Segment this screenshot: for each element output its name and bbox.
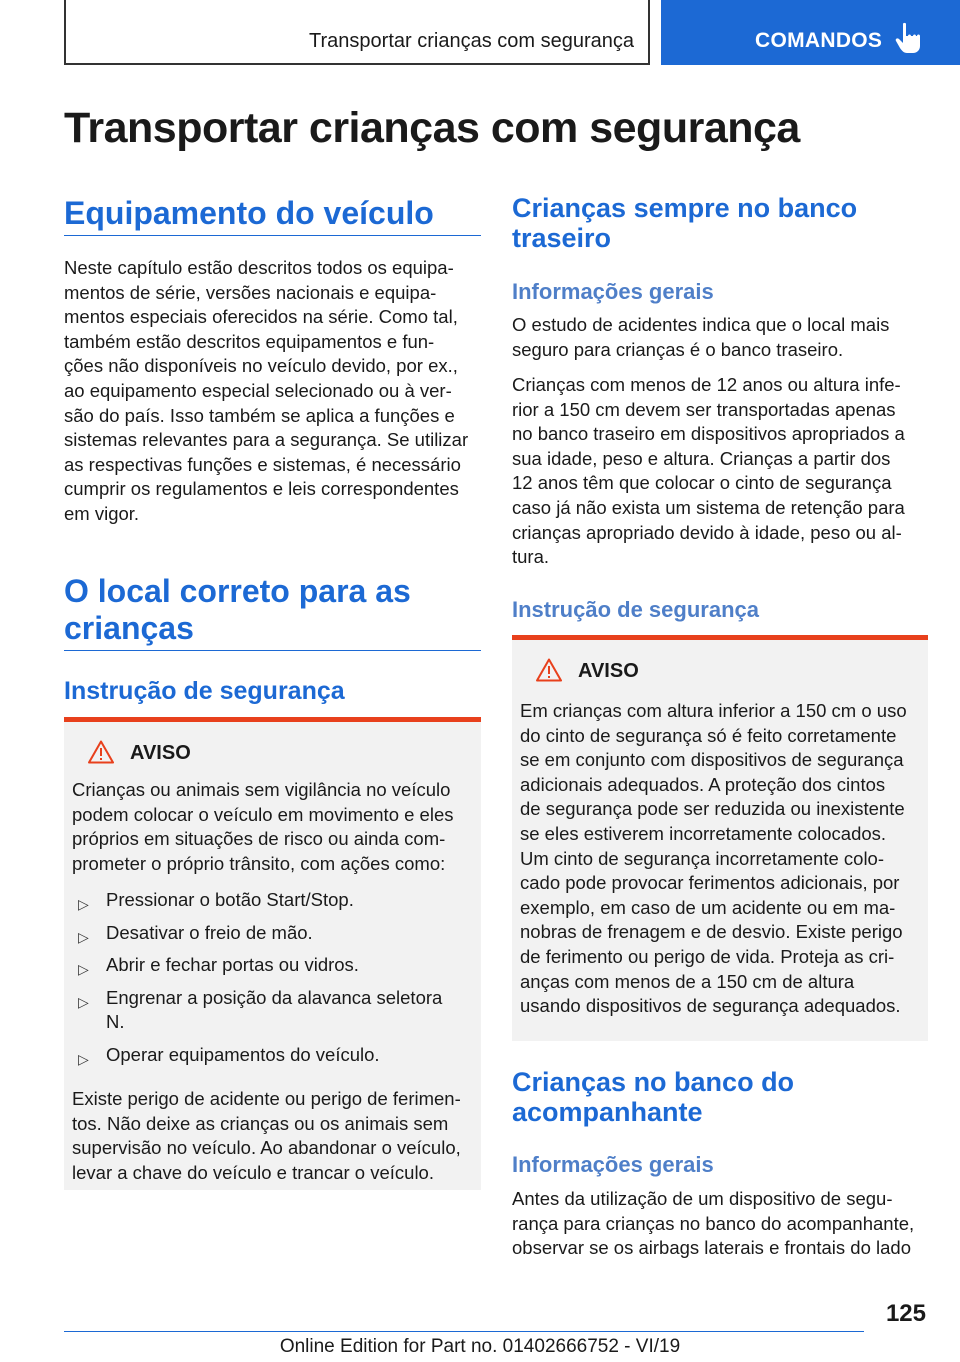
info-paragraph-1: O estudo de acidentes indica que o local mais seguro para crianças é o banco traseiro.	[512, 314, 890, 360]
heading-informacoes-gerais-2: Informações gerais	[512, 1152, 714, 1177]
warning-triangle-icon	[88, 740, 114, 764]
warning-box-right	[512, 635, 928, 1041]
heading-local-correto: O local correto para as crianças	[64, 573, 411, 646]
info-paragraph-3: Antes da utilização de um dispositivo de segu- rança para crianças no banco do acompanhante, observar se os airbags laterais e frontais do lado	[512, 1188, 915, 1259]
warning-text: Em crianças com altura inferior a 150 cm o uso do cinto de segurança só é feito corretamente se em conjunto com dispositivos de segurança adicionais adequados. A proteção dos cintos de segurança pode ser reduzida ou inexistente se eles estiverem incorretamente colocados. Um cinto de segurança incorretamente colo- cado pode provocar ferimentos adicionais, por exemplo, em caso de um acidente ou em ma- nobras de frenagem e de desvio. Existe perigo de ferimento ou perigo de vida. Proteja as cri- anças com menos de a 150 cm de altura usando dispositivos de segurança adequados.	[520, 700, 907, 1017]
warning-box	[64, 717, 481, 1190]
header-chapter-tab[interactable]	[661, 0, 960, 65]
info-paragraph-2: Crianças com menos de 12 anos ou altura infe- rior a 150 cm devem ser transportadas apenas no banco traseiro em dispositivos apropriados a sua idade, peso e altura. Crianças a partir dos 12 anos têm que colocar o cinto de segurança caso já não exista um sistema de retenção para crianças apropriado devido à idade, peso ou al- tura.	[512, 374, 905, 568]
footer-edition-text: Online Edition for Part no. 01402666752 - VI/19	[279, 1336, 681, 1357]
list-item: ▷ Operar equipamentos do veículo.	[72, 1043, 442, 1068]
heading-rule	[64, 235, 481, 236]
list-item: ▷ Pressionar o botão Start/Stop.	[72, 888, 442, 913]
header-section-title: Transportar crianças com segurança	[309, 30, 634, 52]
heading-equipamento: Equipamento do veículo	[64, 195, 434, 231]
triangle-bullet-icon: ▷	[78, 961, 89, 978]
warning-bullet-list	[72, 888, 442, 1076]
list-item: ▷ Engrenar a posição da alavanca seletora N.	[78, 986, 443, 1033]
triangle-bullet-icon: ▷	[78, 896, 89, 912]
warning-outro: Existe perigo de acidente ou perigo de ferimen- tos. Não deixe as crianças ou os animais sem supervisão no veículo. Ao abandonar o veículo, levar a chave do veículo e trancar o veículo.	[72, 1088, 461, 1183]
footer-rule	[64, 1331, 864, 1332]
heading-instrucao-seguranca-right: Instrução de segurança	[512, 597, 759, 622]
triangle-bullet-icon: ▷	[78, 993, 89, 1010]
heading-informacoes-gerais: Informações gerais	[512, 279, 714, 304]
heading-banco-traseiro: Crianças sempre no banco traseiro	[512, 193, 858, 253]
equipamento-paragraph: Neste capítulo estão descritos todos os equipa- mentos de série, versões nacionais e equipa- mentos especiais oferecidos na série. Como tal, também estão descritos equipamentos e fun- ções não disponíveis no veículo devido, por ex., ao equipamento especial selecionado ou à ver- são do país. Isso também se aplica a funções e sistemas relevantes para a segurança. Se utilizar as respectivas funções e sistemas, é necessário cumprir os regulamentos e leis correspondentes em vigor.	[64, 257, 469, 524]
warning-label: AVISO	[578, 660, 639, 682]
list-item: ▷ Abrir e fechar portas ou vidros.	[72, 953, 442, 978]
warning-triangle-icon	[536, 658, 562, 682]
warning-intro: Crianças ou animais sem vigilância no veículo podem colocar o veículo em movimento e eles próprios em situações de risco ou ainda com- prometer o próprio trânsito, com ações como:	[72, 779, 454, 874]
page-number: 125	[885, 1300, 926, 1327]
heading-instrucao-seguranca: Instrução de segurança	[64, 677, 345, 705]
page-title: Transportar crianças com segurança	[64, 104, 800, 152]
chapter-tab-label: COMANDOS	[755, 29, 883, 52]
pointing-hand-icon	[893, 22, 923, 54]
triangle-bullet-icon: ▷	[78, 928, 89, 945]
warning-label: AVISO	[130, 742, 191, 764]
triangle-bullet-icon: ▷	[78, 1050, 89, 1067]
heading-banco-acompanhante: Crianças no banco do acompanhante	[512, 1067, 795, 1127]
header-section-box	[64, 0, 650, 65]
list-item: ▷ Desativar o freio de mão.	[72, 921, 442, 946]
heading-rule	[64, 650, 481, 651]
